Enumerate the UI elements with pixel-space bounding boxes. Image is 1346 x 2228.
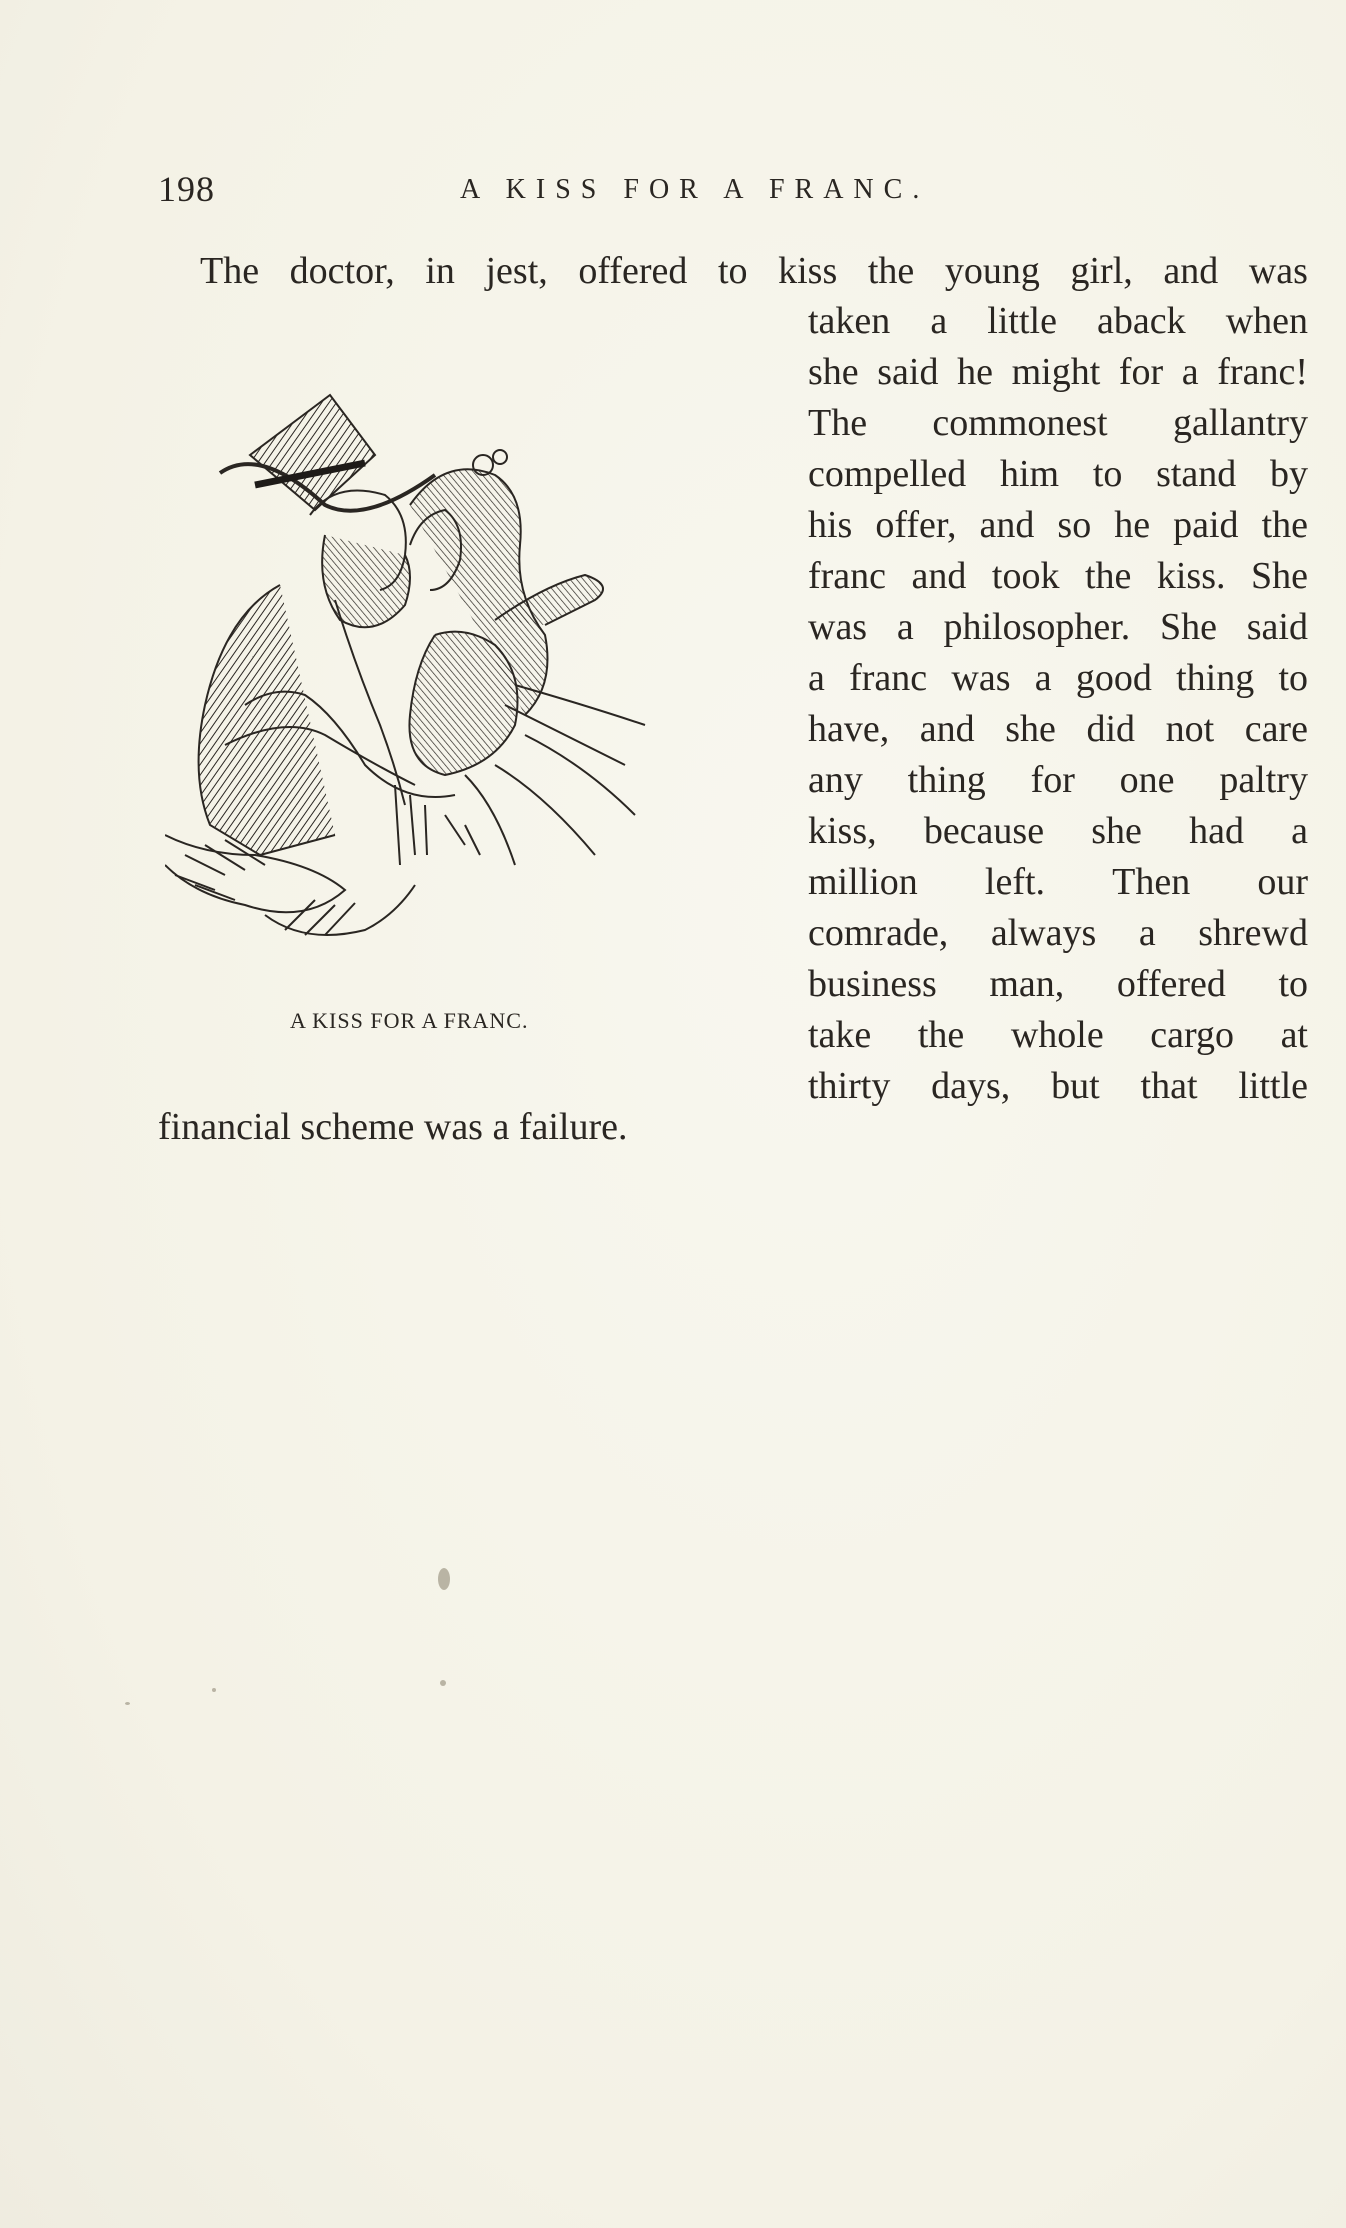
word: a xyxy=(1034,657,1052,699)
word: offered xyxy=(578,250,688,292)
word: philosopher. xyxy=(943,606,1131,648)
word: business xyxy=(808,963,937,1005)
word: a xyxy=(1138,912,1156,954)
word: taken xyxy=(808,300,891,342)
word: comrade, xyxy=(808,912,949,954)
word: so xyxy=(1057,504,1092,546)
word: paid xyxy=(1173,504,1239,546)
word: care xyxy=(1244,708,1308,750)
first-text-line xyxy=(200,252,1308,290)
word: commonest xyxy=(932,402,1108,444)
word: the xyxy=(1084,555,1132,597)
word: might xyxy=(1011,351,1101,393)
word: she xyxy=(808,351,859,393)
column-line xyxy=(808,608,1308,646)
word: stand xyxy=(1156,453,1237,495)
word: had xyxy=(1189,810,1244,852)
word: franc! xyxy=(1217,351,1308,393)
column-line xyxy=(808,353,1308,391)
word: she xyxy=(1091,810,1142,852)
paper-speck xyxy=(440,1680,446,1686)
word: a xyxy=(1181,351,1199,393)
word: him xyxy=(999,453,1060,495)
word: in xyxy=(425,250,455,292)
engraving-illustration xyxy=(165,385,725,1005)
word: was xyxy=(951,657,1011,699)
word: was xyxy=(1248,250,1308,292)
word: thing xyxy=(907,759,986,801)
word: have, xyxy=(808,708,890,750)
word: aback xyxy=(1097,300,1186,342)
column-line xyxy=(808,404,1308,442)
word: cargo xyxy=(1150,1014,1234,1056)
paper-speck xyxy=(438,1568,450,1590)
word: thing xyxy=(1176,657,1255,699)
word: paltry xyxy=(1219,759,1308,801)
word: she xyxy=(1005,708,1056,750)
page-header xyxy=(158,168,1318,212)
word: always xyxy=(990,912,1097,954)
column-line xyxy=(808,659,1308,697)
word: kiss, xyxy=(808,810,877,852)
word: girl, xyxy=(1070,250,1133,292)
word: a xyxy=(930,300,948,342)
word: kiss xyxy=(778,250,838,292)
word: man, xyxy=(989,963,1065,1005)
word: the xyxy=(1261,504,1308,546)
last-text-line: financial scheme was a failure. xyxy=(158,1106,628,1148)
figure-caption: A KISS FOR A FRANC. xyxy=(290,1008,529,1033)
column-line xyxy=(808,302,1308,340)
column-line xyxy=(808,761,1308,799)
column-line xyxy=(808,914,1308,952)
paper-speck xyxy=(125,1702,130,1705)
column-line xyxy=(808,812,1308,850)
word: a xyxy=(808,657,825,699)
word: his xyxy=(808,504,853,546)
word: took xyxy=(991,555,1060,597)
word: good xyxy=(1075,657,1152,699)
word: the xyxy=(867,250,915,292)
column-line xyxy=(808,965,1308,1003)
column-line xyxy=(808,557,1308,595)
word: to xyxy=(717,250,748,292)
column-line xyxy=(808,863,1308,901)
running-head: A KISS FOR A FRANC. xyxy=(460,174,930,205)
word: any xyxy=(808,759,863,801)
word: did xyxy=(1086,708,1136,750)
word: jest, xyxy=(485,250,548,292)
word: a xyxy=(1291,810,1308,852)
word: and xyxy=(1163,250,1219,292)
word: take xyxy=(808,1014,872,1056)
word: he xyxy=(1114,504,1151,546)
column-line xyxy=(808,506,1308,544)
word: offered xyxy=(1116,963,1226,1005)
word: he xyxy=(957,351,993,393)
word: Then xyxy=(1112,861,1191,903)
word: to xyxy=(1278,657,1308,699)
word: franc xyxy=(849,657,928,699)
word: for xyxy=(1118,351,1164,393)
word: by xyxy=(1270,453,1308,495)
word: left. xyxy=(984,861,1046,903)
word: but xyxy=(1051,1065,1100,1107)
word: franc xyxy=(808,555,887,597)
word: and xyxy=(911,555,967,597)
word: shrewd xyxy=(1198,912,1308,954)
word: little xyxy=(1238,1065,1308,1107)
word: She xyxy=(1160,606,1218,648)
word: kiss. xyxy=(1156,555,1226,597)
column-line xyxy=(808,455,1308,493)
word: million xyxy=(808,861,918,903)
word: She xyxy=(1250,555,1308,597)
word: for xyxy=(1030,759,1075,801)
word: the xyxy=(917,1014,965,1056)
paper-speck xyxy=(212,1688,216,1692)
word: that xyxy=(1140,1065,1198,1107)
word: young xyxy=(944,250,1040,292)
word: days, xyxy=(931,1065,1011,1107)
word: one xyxy=(1119,759,1175,801)
word: The xyxy=(200,250,260,292)
word: to xyxy=(1278,963,1308,1005)
word: said xyxy=(1246,606,1308,648)
column-line xyxy=(808,710,1308,748)
word: and xyxy=(919,708,975,750)
word: said xyxy=(877,351,939,393)
column-line xyxy=(808,1067,1308,1105)
word: not xyxy=(1165,708,1215,750)
word: to xyxy=(1092,453,1123,495)
word: at xyxy=(1280,1014,1308,1056)
word: and xyxy=(979,504,1035,546)
column-line xyxy=(808,1016,1308,1054)
word: whole xyxy=(1010,1014,1104,1056)
word: The xyxy=(808,402,868,444)
word: offer, xyxy=(875,504,957,546)
page-number: 198 xyxy=(158,169,215,209)
word: gallantry xyxy=(1172,402,1308,444)
word: because xyxy=(923,810,1045,852)
word: little xyxy=(987,300,1057,342)
word: thirty xyxy=(808,1065,891,1107)
word: doctor, xyxy=(289,250,395,292)
word: when xyxy=(1225,300,1308,342)
word: was xyxy=(808,606,868,648)
word: a xyxy=(896,606,914,648)
word: our xyxy=(1257,861,1308,903)
word: compelled xyxy=(808,453,967,495)
